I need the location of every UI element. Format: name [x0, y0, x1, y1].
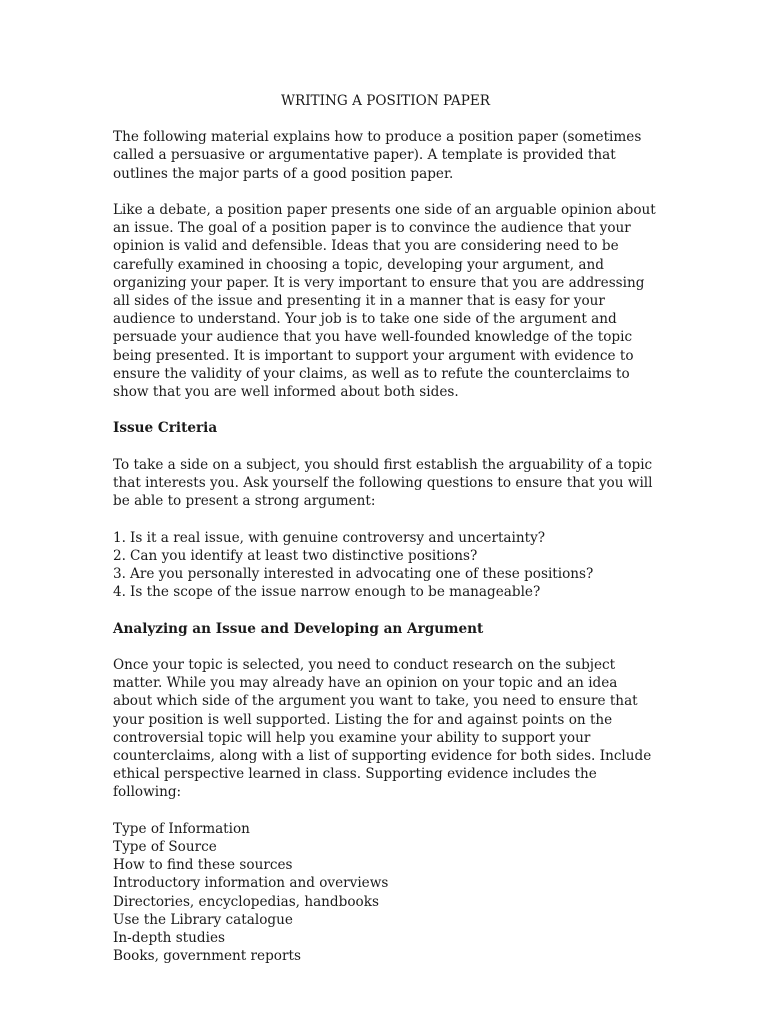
intro-paragraph: The following material explains how to produce a position paper (sometimes called a persuasive or argumentative paper). A template is provided that outlines the major parts of a good position paper.	[113, 129, 642, 182]
list-item-number: 3.	[113, 566, 126, 583]
list-item	[113, 529, 658, 547]
evidence-list	[113, 820, 658, 966]
section-heading-analyzing: Analyzing an Issue and Developing an Argument	[113, 620, 484, 637]
list-item: Introductory information and overviews	[113, 875, 389, 892]
list-item-text: Is it a real issue, with genuine controversy and uncertainty?	[130, 529, 546, 546]
list-item: How to find these sources	[113, 857, 293, 874]
list-item: Type of Information	[113, 820, 250, 837]
list-item	[113, 547, 658, 565]
page-title: WRITING A POSITION PAPER	[280, 93, 491, 109]
list-item-number: 2.	[113, 547, 126, 564]
document-body	[113, 92, 658, 965]
list-item: Books, government reports	[113, 948, 301, 965]
criteria-questions-list	[113, 529, 658, 602]
list-item-text: Can you identify at least two distinctive positions?	[130, 547, 478, 564]
list-item: Use the Library catalogue	[113, 911, 293, 928]
issue-criteria-paragraph: To take a side on a subject, you should first establish the arguability of a topic that interests you. Ask yourself the following questions to ensure that you will be able to present a strong argument:	[113, 456, 653, 510]
list-item: Type of Source	[113, 839, 217, 856]
list-item	[113, 583, 658, 601]
section-heading-issue-criteria: Issue Criteria	[113, 420, 218, 437]
analyzing-paragraph: Once your topic is selected, you need to conduct research on the subject matter. While you may already have an opinion on your topic and an idea about which side of the argument you want to take, you need to ensure that your position is well supported. Listing the for and against points on the controversial topic will help you examine your ability to support your counterclaims, along with a list of supporting evidence for both sides. Include ethical perspective learned in class. Supporting evidence includes the following:	[113, 657, 652, 801]
list-item: In-depth studies	[113, 930, 225, 947]
list-item-number: 4.	[113, 584, 126, 601]
list-item: Directories, encyclopedias, handbooks	[113, 893, 379, 910]
list-item-text: Is the scope of the issue narrow enough to be manageable?	[130, 584, 541, 601]
list-item-number: 1.	[113, 529, 126, 546]
list-item-text: Are you personally interested in advocating one of these positions?	[130, 566, 594, 583]
body-paragraph: Like a debate, a position paper presents one side of an arguable opinion about an issue. The goal of a position paper is to convince the audience that your opinion is valid and defensible. Ideas that you are considering need to be carefully examined in choosing a topic, developing your argument, and organizing your paper. It is very important to ensure that you are addressing all sides of the issue and presenting it in a manner that is easy for your audience to understand. Your job is to take one side of the argument and persuade your audience that you have well-founded knowledge of the topic being presented. It is important to support your argument with evidence to ensure the validity of your claims, as well as to refute the counterclaims to show that you are well informed about both sides.	[113, 202, 656, 401]
list-item	[113, 565, 658, 583]
